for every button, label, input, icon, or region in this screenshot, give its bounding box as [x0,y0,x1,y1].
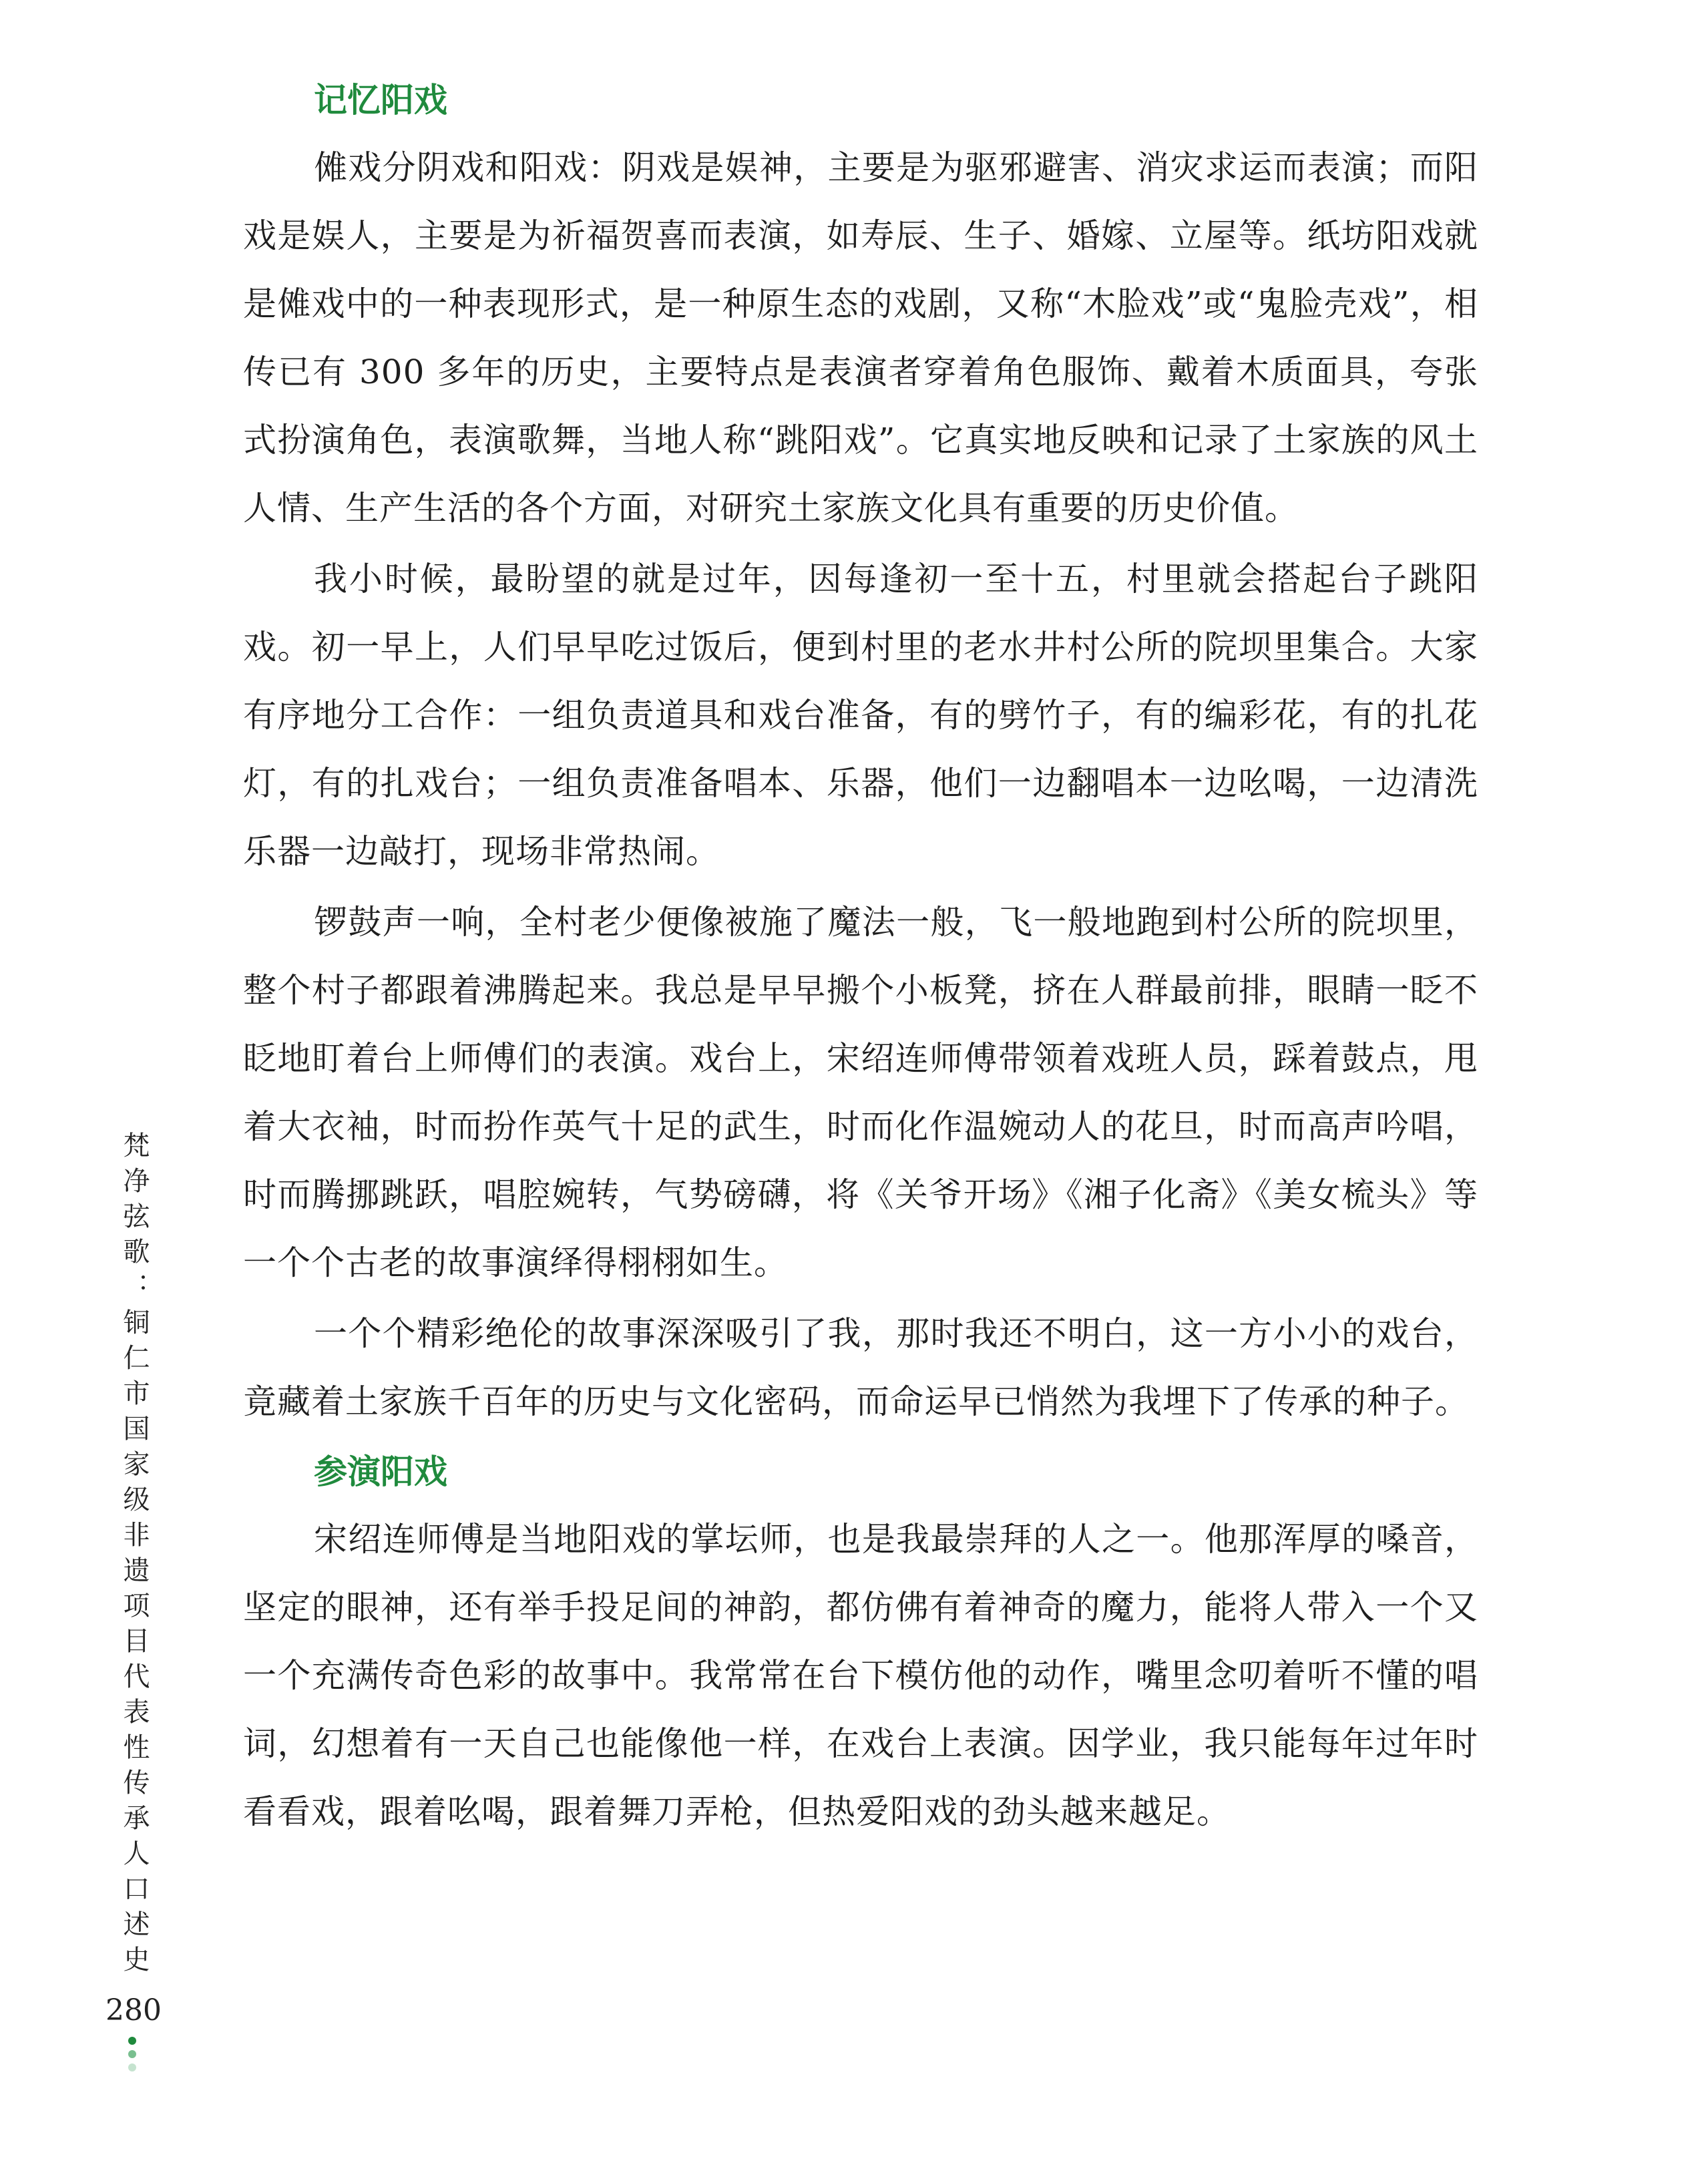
book-title-vertical: 梵净弦歌：铜仁市国家级非遗项目代表性传承人口述史 [119,1131,150,1981]
dot-icon [128,2063,136,2071]
paragraph: 宋绍连师傅是当地阳戏的掌坛师，也是我最崇拜的人之一。他那浑厚的嗓音，坚定的眼神，还有举手投足间的神韵，都仿佛有着神奇的魔力，能将人带入一个又一个充满传奇色彩的故事中。我常常在台下模仿他的动作，嘴里念叨着听不懂的唱词，幻想着有一天自己也能像他一样，在戏台上表演。因学业，我只能每年过年时看看戏，跟着吆喝，跟着舞刀弄枪，但热爱阳戏的劲头越来越足。 [243,1520,1478,1831]
page-number: 280 [105,1993,162,2027]
decorative-dots [128,2037,137,2077]
paragraph: 锣鼓声一响，全村老少便像被施了魔法一般，飞一般地跑到村公所的院坝里，整个村子都跟着沸腾起来。我总是早早搬个小板凳，挤在人群最前排，眼睛一眨不眨地盯着台上师傅们的表演。戏台上，宋绍连师傅带领着戏班人员，踩着鼓点，甩着大衣袖，时而扮作英气十足的武生，时而化作温婉动人的花旦，时而高声吟唱，时而腾挪跳跃，唱腔婉转，气势磅礴，将《关爷开场》《湘子化斋》《美女梳头》等一个个古老的故事演绎得栩栩如生。 [243,903,1478,1282]
dot-icon [128,2037,136,2045]
dot-icon [128,2050,136,2058]
paragraph: 一个个精彩绝伦的故事深深吸引了我，那时我还不明白，这一方小小的戏台，竟藏着土家族千百年的历史与文化密码，而命运早已悄然为我埋下了传承的种子。 [243,1314,1478,1421]
paragraph: 我小时候，最盼望的就是过年，因每逢初一至十五，村里就会搭起台子跳阳戏。初一早上，人们早早吃过饭后，便到村里的老水井村公所的院坝里集合。大家有序地分工合作：一组负责道具和戏台准备，有的劈竹子，有的编彩花，有的扎花灯，有的扎戏台；一组负责准备唱本、乐器，他们一边翻唱本一边吆喝，一边清洗乐器一边敲打，现场非常热闹。 [243,560,1478,871]
paragraph: 傩戏分阴戏和阳戏：阴戏是娱神，主要是为驱邪避害、消灾求运而表演；而阳戏是娱人，主要是为祈福贺喜而表演，如寿辰、生子、婚嫁、立屋等。纸坊阳戏就是傩戏中的一种表现形式，是一种原生态的戏剧，又称“木脸戏”或“鬼脸壳戏”，相传已有 300 多年的历史，主要特点是表演者穿着角色服饰、戴着木质面具，夸张式扮演角色，表演歌舞，当地人称“跳阳戏”。它真实地反映和记录了土家族的风土人情、生产生活的各个方面，对研究土家族文化具有重要的历史价值。 [243,148,1478,528]
section-heading-memory: 记忆阳戏 [314,81,447,120]
main-content [243,67,1478,1846]
section-heading-performing: 参演阳戏 [314,1452,447,1491]
